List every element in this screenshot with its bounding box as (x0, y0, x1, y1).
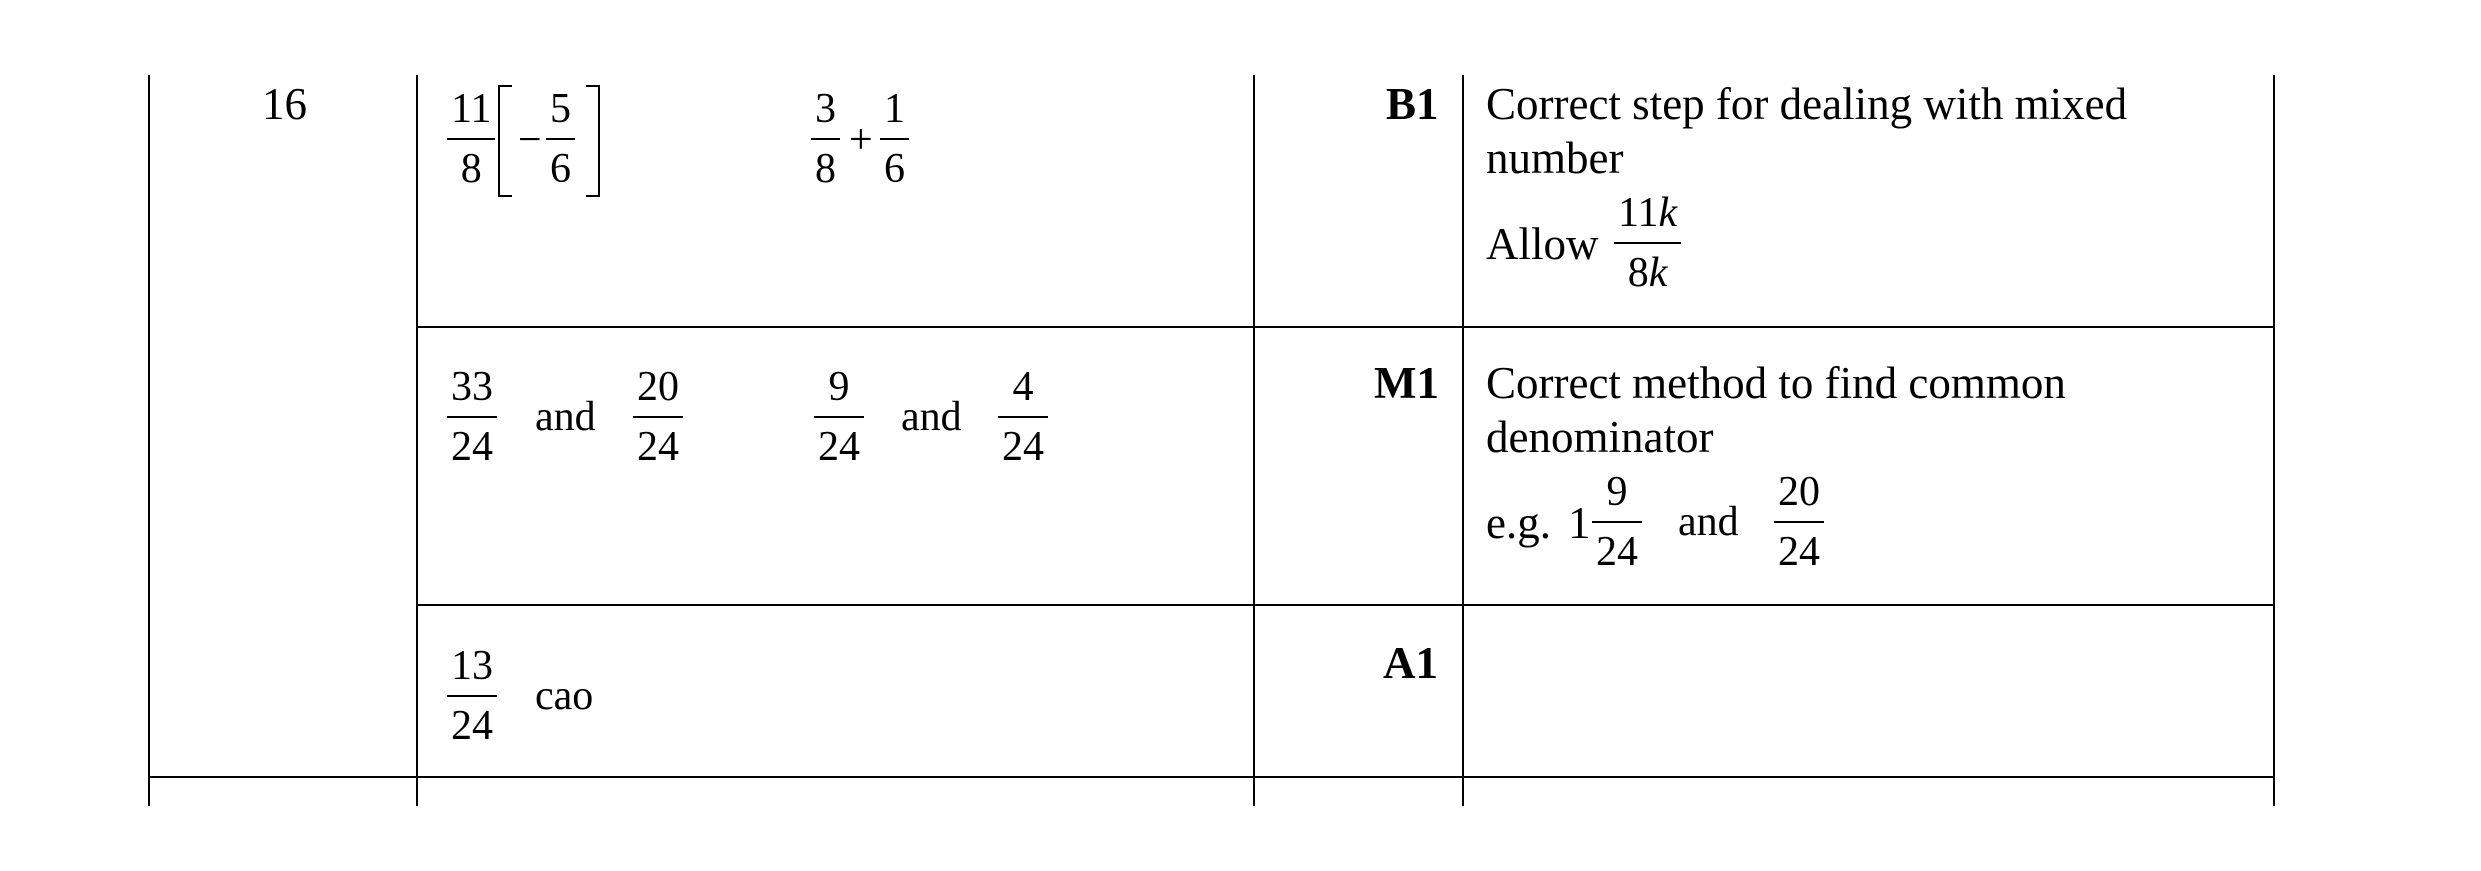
fraction-three-eighths: 3 8 (811, 88, 840, 190)
guidance-line-2: denominator (1486, 412, 1714, 462)
row-divider-1 (416, 326, 2275, 328)
table-bottom-border (148, 776, 2275, 778)
guidance-line-2: number (1486, 133, 1624, 183)
fraction-13-24: 13 24 (447, 645, 497, 747)
column-divider-working (416, 75, 418, 806)
eg-whole-number: 1 (1568, 498, 1591, 548)
and-word: and (1678, 499, 1739, 545)
fraction-one-sixth: 1 6 (880, 88, 909, 190)
guidance-line-1: Correct step for dealing with mixed (1486, 79, 2128, 129)
question-number: 16 (262, 79, 307, 129)
fraction-33-24: 33 24 (447, 366, 497, 468)
fraction-eleven-eighths: 11 8 (447, 88, 495, 190)
and-word: and (901, 394, 962, 440)
and-word: and (535, 394, 596, 440)
guidance-line-1: Correct method to find common (1486, 358, 2066, 408)
mark-code: A1 (1383, 638, 1438, 688)
fraction-20-24: 20 24 (633, 366, 683, 468)
mark-code: B1 (1386, 79, 1439, 129)
column-divider-guidance (1462, 75, 1464, 806)
eg-fraction-9-24: 9 24 (1592, 471, 1642, 573)
allow-fraction: 11k 8k (1614, 192, 1681, 294)
column-divider-mark (1253, 75, 1255, 806)
eg-fraction-20-24: 20 24 (1774, 471, 1824, 573)
eg-label: e.g. (1486, 498, 1551, 548)
fraction-9-24: 9 24 (814, 366, 864, 468)
mark-code: M1 (1374, 358, 1439, 408)
allow-label: Allow (1486, 219, 1599, 269)
row-divider-2 (416, 604, 2275, 606)
fraction-five-sixths: 5 6 (546, 88, 575, 190)
minus-sign: − (518, 117, 542, 163)
plus-sign: + (849, 117, 873, 163)
cao-note: cao (535, 673, 594, 719)
left-bracket-icon (498, 85, 512, 197)
table-border-left (148, 75, 150, 806)
right-bracket-icon (586, 85, 600, 197)
table-border-right (2273, 75, 2275, 806)
fraction-4-24: 4 24 (998, 366, 1048, 468)
